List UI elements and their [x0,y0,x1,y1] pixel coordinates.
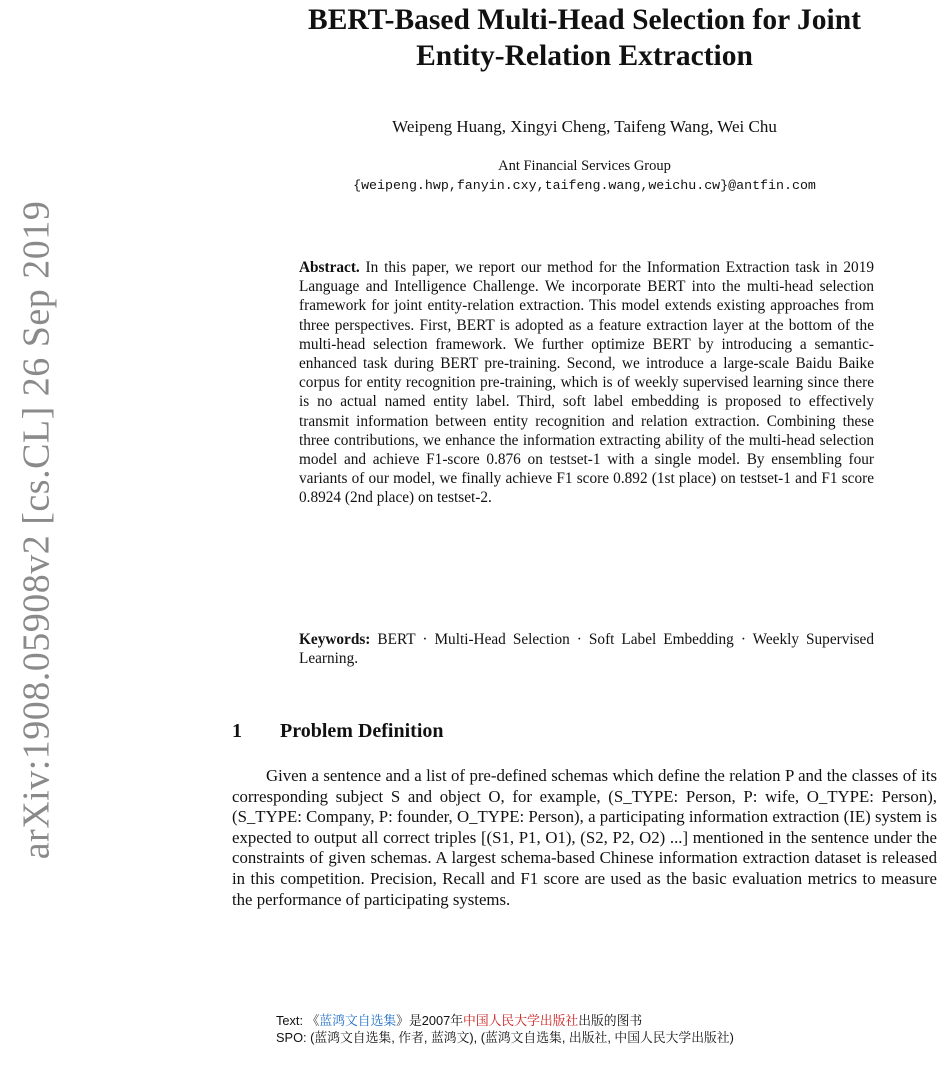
example-publisher-entity: 中国人民大学出版社 [463,1013,579,1028]
arxiv-identifier[interactable]: arXiv:1908.05908v2 [cs.CL] 26 Sep 2019 [15,200,58,860]
keywords [299,630,874,668]
title-line-1: BERT-Based Multi-Head Selection for Joint [308,4,861,36]
affiliation-block [232,156,937,196]
keywords-label: Keywords: [299,631,371,648]
section-title: Problem Definition [280,720,444,742]
title-line-2: Entity-Relation Extraction [416,40,753,72]
example-bracket-close: 》 [396,1013,409,1028]
example-spo-line [276,1029,734,1046]
body-paragraph: Given a sentence and a list of pre-defined schemas which define the relation P and the classes of its corresponding subject S and object O, for example, (S_TYPE: Person, P: wife, O_TYPE: Person), (S_TYPE: Company, P: founder, O_TYPE: Person), a participating information extraction (IE) system is expected to output all correct triples [(S1, P1, O1), (S2, P2, O2) ...] mentioned in the sentence under the constraints of given schemas. A largest schema-based Chinese information extraction dataset is released in this competition. Precision, Recall and F1 score are used as the basic evaluation metrics to measure the performance of participating systems. [232,766,937,909]
example-spo-label: SPO: [276,1030,307,1045]
abstract [299,258,874,508]
example-text-label: Text: [276,1013,304,1028]
abstract-text: In this paper, we report our method for the Information Extraction task in 2019 Language and Intelligence Challenge. We incorporate BERT into the multi-head selection framework for joint entity-relation extraction. This model extends existing approaches from three perspectives. First, BERT is adopted as a feature extraction layer at the bottom of the multi-head selection framework. We further optimize BERT by introducing a semantic-enhanced task during BERT pre-training. Second, we introduce a large-scale Baidu Baike corpus for entity recognition pre-training, which is of weekly supervised learning since there is no actual named entity label. Third, soft label embedding is proposed to effectively transmit information between entity recognition and relation extraction. Combining these three contributions, we enhance the information extracting ability of the multi-head selection model and achieve F1-score 0.876 on testset-1 with a single model. By ensembling four variants of our model, we finally achieve F1 score 0.892 (1st place) on testset-1 and F1 score 0.8924 (2nd place) on testset-2. [299,259,874,507]
example-spo-text: (蓝鸿文自选集, 作者, 蓝鸿文), (蓝鸿文自选集, 出版社, 中国人民大学出版社) [310,1030,734,1045]
example-bracket-open: 《 [306,1013,320,1028]
section-number: 1 [232,720,242,742]
paper-title [232,2,937,74]
example-block [276,1012,734,1046]
author-list: Weipeng Huang, Xingyi Cheng, Taifeng Wang, Wei Chu [392,117,777,136]
affiliation: Ant Financial Services Group [498,158,671,174]
section-heading [232,720,444,743]
author-emails[interactable]: {weipeng.hwp,fanyin.cxy,taifeng.wang,weichu.cw}@antfin.com [353,178,816,193]
abstract-label: Abstract. [299,259,360,276]
example-book-entity: 蓝鸿文自选集 [319,1013,397,1028]
example-text-line [276,1012,734,1029]
arxiv-stamp-container [6,200,66,860]
example-text-middle: 是2007年 [408,1013,464,1028]
example-text-end: 出版的图书 [578,1013,643,1028]
keywords-text: BERT · Multi-Head Selection · Soft Label Embedding · Weekly Supervised Learning. [299,631,874,668]
